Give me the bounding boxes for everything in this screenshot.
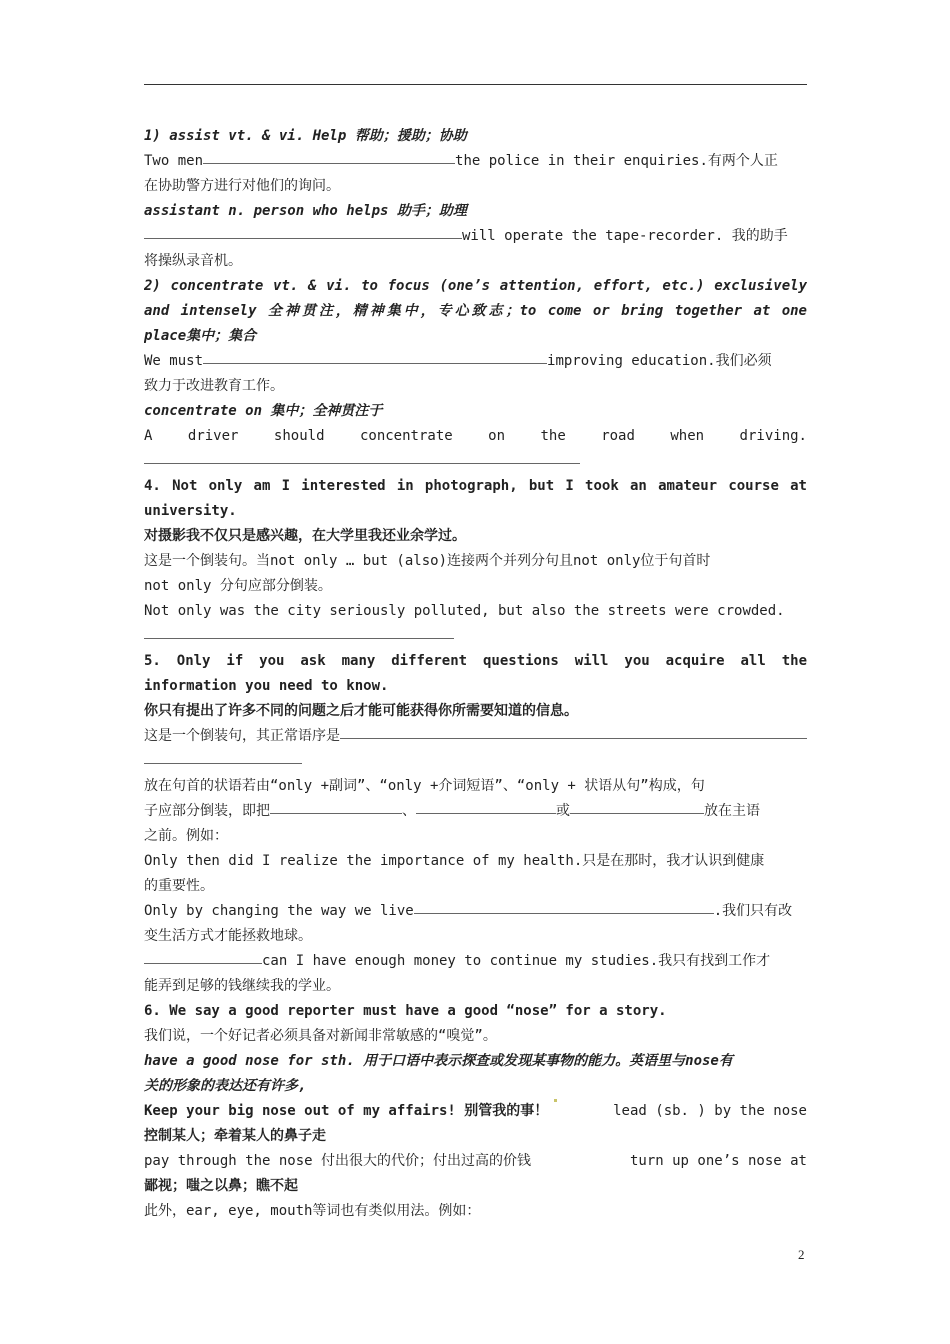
section-4-heading: university.	[144, 503, 237, 519]
fill-blank[interactable]	[203, 149, 455, 164]
section-4-translation: 对摄影我不仅只是感兴趣，在大学里我还业余学过。	[144, 528, 466, 544]
section-4-heading: 4. Not only am I interested in photograph, but I took an amateur course at	[144, 478, 807, 494]
example-text: improving education.我们必须	[547, 353, 772, 369]
section-1-example-2-cont: 将操纵录音机。	[144, 253, 242, 269]
fill-blank[interactable]	[144, 449, 580, 464]
section-6-example-1	[144, 1099, 807, 1124]
section-5-example-3-cont: 能弄到足够的钱继续我的学业。	[144, 978, 340, 994]
fill-blank[interactable]	[414, 899, 714, 914]
fill-blank[interactable]	[144, 749, 302, 764]
section-5-example-2-cont: 变生活方式才能拯救地球。	[144, 928, 312, 944]
fill-blank[interactable]	[144, 224, 462, 239]
section-5-example-3	[144, 949, 807, 974]
section-6-heading: 6. We say a good reporter must have a good “nose” for a story.	[144, 1003, 667, 1019]
section-5-note	[144, 724, 807, 749]
example-text: .我们只有改	[713, 903, 793, 919]
section-4-note: 这是一个倒装句。当not only … but (also)连接两个并列分句且not only位于句首时	[144, 553, 711, 569]
section-2-heading: 2) concentrate vt. & vi. to focus (one’s attention, effort, etc.) exclusively	[144, 278, 807, 294]
fill-blank[interactable]	[340, 724, 807, 739]
example-text: the streets were crowded.	[565, 603, 785, 619]
example-text: will operate the tape-recorder. 我的助手	[462, 228, 788, 244]
section-6-also: 此外，ear, eye, mouth等词也有类似用法。例如：	[144, 1203, 481, 1219]
page-number: 2	[798, 1247, 805, 1262]
section-2-example-cont: 致力于改进教育工作。	[144, 378, 284, 394]
example-text: Not only was the city seriously polluted, but also	[144, 603, 566, 619]
rule-text: 、	[402, 803, 416, 819]
rule-text: 放在主语	[704, 803, 760, 819]
section-1-example-cont: 在协助警方进行对他们的询问。	[144, 178, 340, 194]
fill-blank[interactable]	[144, 949, 262, 964]
section-5-translation: 你只有提出了许多不同的问题之后才能可能获得你所需要知道的信息。	[144, 703, 578, 719]
section-6-example-2	[144, 1149, 807, 1174]
section-5-answer-line	[144, 749, 807, 774]
fill-blank[interactable]	[416, 799, 556, 814]
section-2-example-2: A driver should concentrate on the road when driving.	[144, 428, 807, 444]
note-text: 这是一个倒装句，其正常语序是	[144, 728, 340, 744]
example-text: can I have enough money to continue my studies.我只有找到工作才	[262, 953, 771, 969]
dot-mark	[554, 1099, 557, 1102]
fill-blank[interactable]	[144, 624, 454, 639]
example-text: We must	[144, 353, 204, 369]
fill-blank[interactable]	[270, 799, 402, 814]
section-2-answer-line	[144, 449, 807, 474]
section-6-example-2-cont: 鄙视；嗤之以鼻；瞧不起	[144, 1178, 298, 1194]
example-text: turn up one’s nose at	[629, 1153, 807, 1169]
example-text: Two men	[144, 153, 204, 169]
concentrate-on-definition: concentrate on 集中；全神贯注于	[144, 403, 383, 419]
rule-text: 子应部分倒装，即把	[144, 803, 270, 819]
section-4-answer-line	[144, 624, 807, 649]
section-6-example-1-cont: 控制某人；牵着某人的鼻子走	[144, 1128, 326, 1144]
section-5-example-1-cont: 的重要性。	[144, 878, 214, 894]
fill-blank[interactable]	[203, 349, 547, 364]
section-6-translation: 我们说，一个好记者必须具备对新闻非常敏感的“嗅觉”。	[144, 1028, 497, 1044]
assistant-definition: assistant n. person who helps 助手；助理	[144, 203, 467, 219]
section-4-example	[144, 599, 807, 624]
section-5-rule: 放在句首的状语若由“only +副词”、“only +介词短语”、“only + 状语从句”构成，句	[144, 778, 705, 794]
rule-text: 或	[556, 803, 570, 819]
section-5-rule: 之前。例如：	[144, 828, 228, 844]
document-body	[144, 124, 807, 1224]
example-text: Only by changing the way we live	[144, 903, 414, 919]
section-2-heading: and intensely 全神贯注，精神集中，专心致志；to come or bring together at one	[144, 303, 807, 319]
example-text: the police in their enquiries.有两个人正	[455, 153, 778, 169]
fill-blank[interactable]	[570, 799, 704, 814]
section-5-example-1: Only then did I realize the importance of my health.只是在那时，我才认识到健康	[144, 853, 765, 869]
section-6-note: 关的形象的表达还有许多,	[144, 1078, 307, 1094]
section-2-example	[144, 349, 807, 374]
section-2-heading: place集中；集合	[144, 328, 257, 344]
example-text: pay through the nose 付出很大的代价；付出过高的价钱	[144, 1153, 532, 1169]
section-5-heading: information you need to know.	[144, 678, 389, 694]
section-5-example-2	[144, 899, 807, 924]
section-5-heading: 5. Only if you ask many different questions will you acquire all the	[144, 653, 807, 669]
section-1-example	[144, 149, 807, 174]
section-1-example-2	[144, 224, 807, 249]
section-5-rule	[144, 799, 807, 824]
section-1-heading: 1) assist vt. & vi. Help 帮助；援助；协助	[144, 128, 467, 144]
example-text: lead (sb. ) by the nose	[613, 1103, 807, 1119]
section-6-note: have a good nose for sth. 用于口语中表示探查或发现某事物的能力。英语里与nose有	[144, 1053, 733, 1069]
header-rule	[144, 84, 807, 85]
example-text: Keep your big nose out of my affairs! 别管我的事！	[144, 1103, 549, 1119]
section-4-note: not only 分句应部分倒装。	[144, 578, 332, 594]
